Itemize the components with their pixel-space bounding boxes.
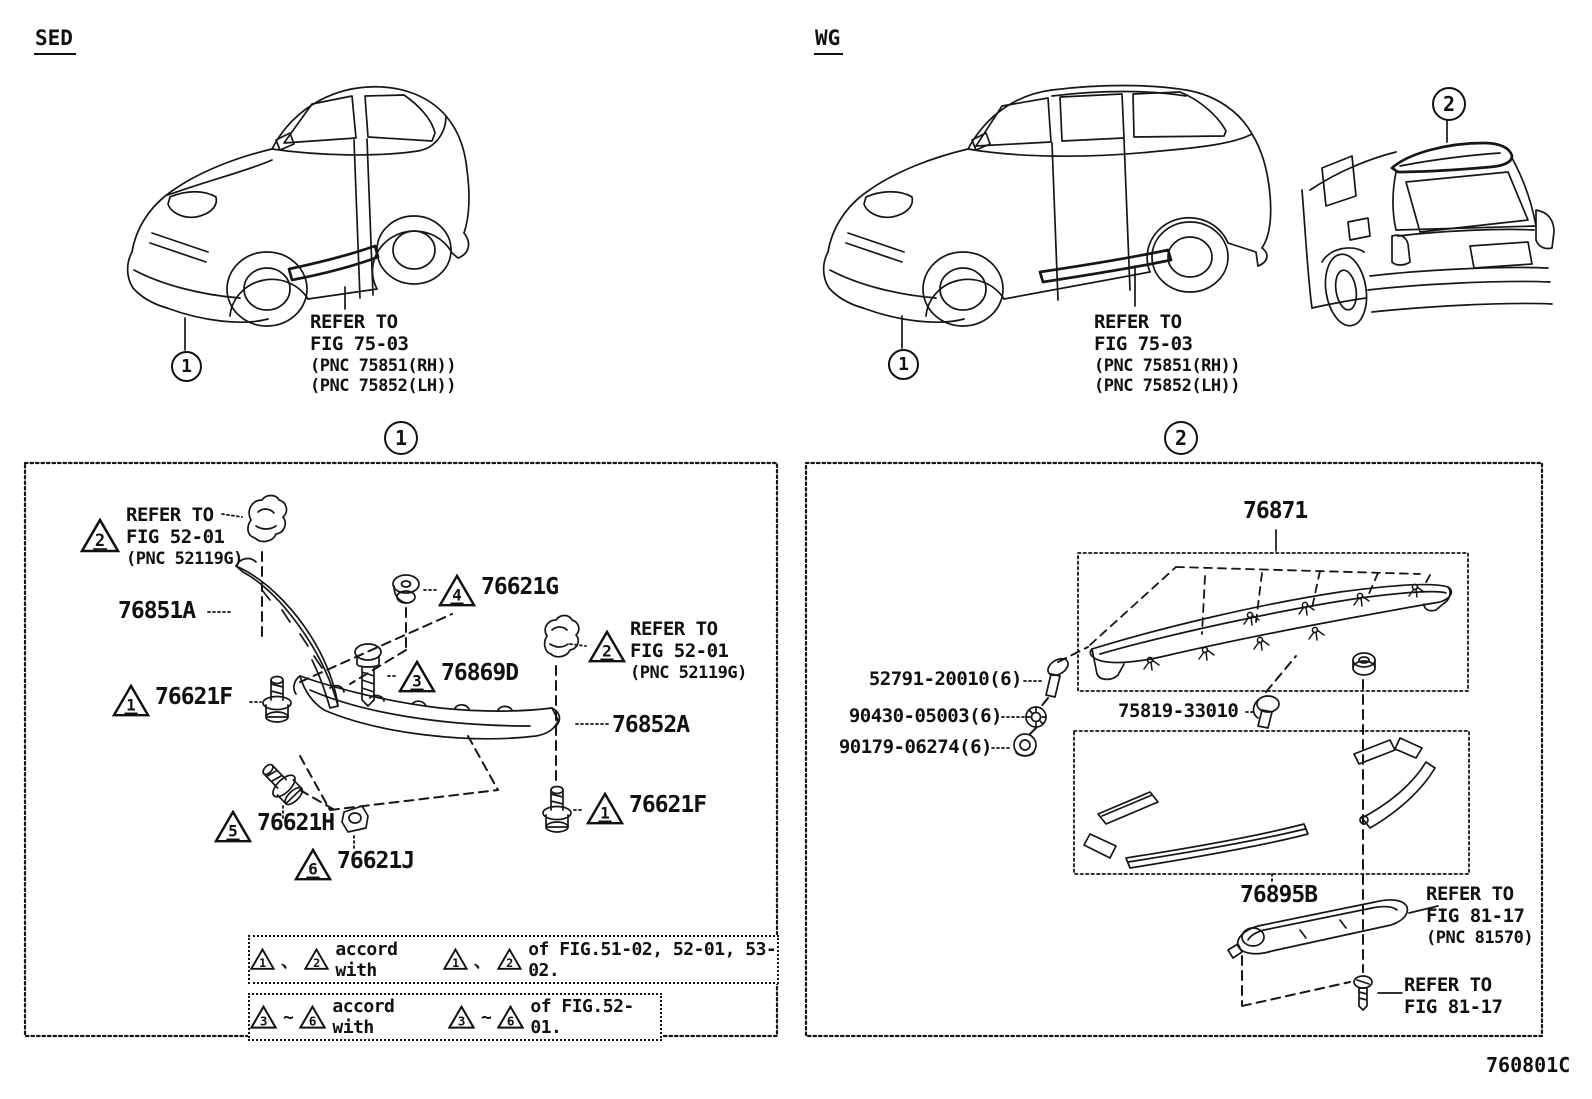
callout-1-panel: 1 bbox=[384, 421, 418, 455]
nut-90179 bbox=[1014, 734, 1036, 756]
triangle-2-right bbox=[588, 630, 626, 664]
screw-fig81 bbox=[1354, 976, 1402, 1010]
svg-text:3: 3 bbox=[457, 1014, 466, 1030]
refer-fig52-left: REFER TO FIG 52-01 (PNC 52119G) bbox=[126, 504, 243, 569]
triangle-2-left bbox=[80, 518, 120, 554]
label-90179-06274: 90179-06274(6) bbox=[838, 736, 992, 758]
svg-text:3: 3 bbox=[259, 1014, 268, 1030]
label-76621F-left: 1 76621F bbox=[112, 684, 232, 718]
callout-1-wagon: 1 bbox=[888, 349, 919, 380]
clip-76621J bbox=[342, 806, 368, 832]
refer-fig81-upper: REFER TO FIG 81-17 (PNC 81570) bbox=[1426, 883, 1534, 948]
clip-52119G-top bbox=[248, 496, 287, 542]
svg-text:1: 1 bbox=[451, 955, 459, 970]
svg-text:2: 2 bbox=[94, 531, 106, 551]
label-90430-05003: 90430-05003(6) bbox=[848, 705, 1002, 727]
svg-text:6: 6 bbox=[309, 1014, 317, 1030]
clip-75819 bbox=[1254, 696, 1280, 728]
refer-fig75-sedan: REFER TO FIG 75-03 (PNC 75851(RH)) (PNC 75852(LH)) bbox=[310, 311, 457, 396]
callout-1-sedan: 1 bbox=[171, 351, 202, 382]
triangle-1-icon bbox=[250, 947, 275, 972]
bolt-76621F-left bbox=[263, 677, 291, 723]
triangle-6-icon bbox=[497, 1005, 524, 1030]
label-76621H: 5 76621H bbox=[214, 810, 334, 844]
label-76851A: 76851A bbox=[118, 598, 196, 624]
label-52791-20010: 52791-20010(6) bbox=[868, 668, 1022, 690]
note-accord-2: 3 ~ 6 accord with 3 ~ 6 of FIG.52-01. bbox=[248, 993, 662, 1041]
svg-text:1: 1 bbox=[259, 955, 266, 970]
bolt-76621H bbox=[256, 757, 308, 809]
label-76621G: 4 76621G bbox=[438, 574, 558, 608]
triangle-1 bbox=[112, 684, 150, 718]
svg-text:1: 1 bbox=[126, 695, 136, 715]
triangle-3 bbox=[398, 660, 436, 694]
triangle-6 bbox=[294, 848, 332, 882]
body-type-wg: WG bbox=[814, 26, 843, 55]
refer-fig81-lower: REFER TO FIG 81-17 bbox=[1404, 974, 1503, 1019]
svg-text:6: 6 bbox=[507, 1014, 515, 1030]
label-76869D: 3 76869D bbox=[398, 660, 518, 694]
svg-text:1: 1 bbox=[600, 803, 610, 823]
svg-text:2: 2 bbox=[313, 955, 321, 970]
refer-fig75-wagon: REFER TO FIG 75-03 (PNC 75851(RH)) (PNC 75852(LH)) bbox=[1094, 311, 1241, 396]
svg-text:5: 5 bbox=[228, 821, 238, 841]
spoiler-clip-marks bbox=[1144, 584, 1424, 670]
svg-text:2: 2 bbox=[506, 955, 514, 970]
front-spoiler-upper-76851A bbox=[236, 559, 338, 708]
triangle-4 bbox=[438, 574, 476, 608]
sedan-side-molding bbox=[289, 246, 378, 280]
svg-text:4: 4 bbox=[452, 585, 462, 605]
triangle-3-icon bbox=[250, 1005, 277, 1030]
triangle-2-icon bbox=[304, 947, 329, 972]
triangle-6-icon bbox=[299, 1005, 326, 1030]
svg-text:6: 6 bbox=[308, 859, 318, 879]
label-76895B: 76895B bbox=[1240, 882, 1318, 908]
triangle-5 bbox=[214, 810, 252, 844]
triangle-2-icon bbox=[497, 947, 522, 972]
label-76621J: 6 76621J bbox=[294, 848, 414, 882]
clip-52119G-right bbox=[545, 616, 579, 657]
grommet-in-spoiler-box bbox=[1353, 653, 1375, 675]
washer-90430 bbox=[1026, 707, 1046, 727]
triangle-1-icon bbox=[443, 947, 468, 972]
refer-fig52-right: REFER TO FIG 52-01 (PNC 52119G) bbox=[630, 618, 747, 683]
figure-code: 760801C bbox=[1486, 1053, 1571, 1077]
svg-text:3: 3 bbox=[412, 671, 422, 691]
triangle-1 bbox=[586, 792, 624, 826]
label-75819-33010: 75819-33010 bbox=[1118, 700, 1239, 722]
label-76621F-right: 1 76621F bbox=[586, 792, 706, 826]
label-76852A: 76852A bbox=[612, 712, 690, 738]
note-accord-1: 1 、 2 accord with 1 、 2 of FIG.51-02, 52-01, 53-02. bbox=[248, 935, 779, 984]
gasket-strips-76895B bbox=[1084, 738, 1435, 868]
bolt-76621F-right bbox=[543, 787, 571, 833]
callout-2-wagon: 2 bbox=[1432, 87, 1466, 121]
grommet-76621G bbox=[393, 575, 419, 603]
label-76871: 76871 bbox=[1243, 498, 1308, 524]
wagon-front-drawing bbox=[824, 86, 1271, 349]
rear-spoiler-76871 bbox=[1090, 585, 1451, 680]
svg-text:2: 2 bbox=[602, 641, 612, 661]
callout-2-panel: 2 bbox=[1164, 421, 1198, 455]
body-type-sed: SED bbox=[34, 26, 76, 55]
wagon-rear-drawing bbox=[1302, 118, 1554, 329]
triangle-3-icon bbox=[448, 1005, 475, 1030]
